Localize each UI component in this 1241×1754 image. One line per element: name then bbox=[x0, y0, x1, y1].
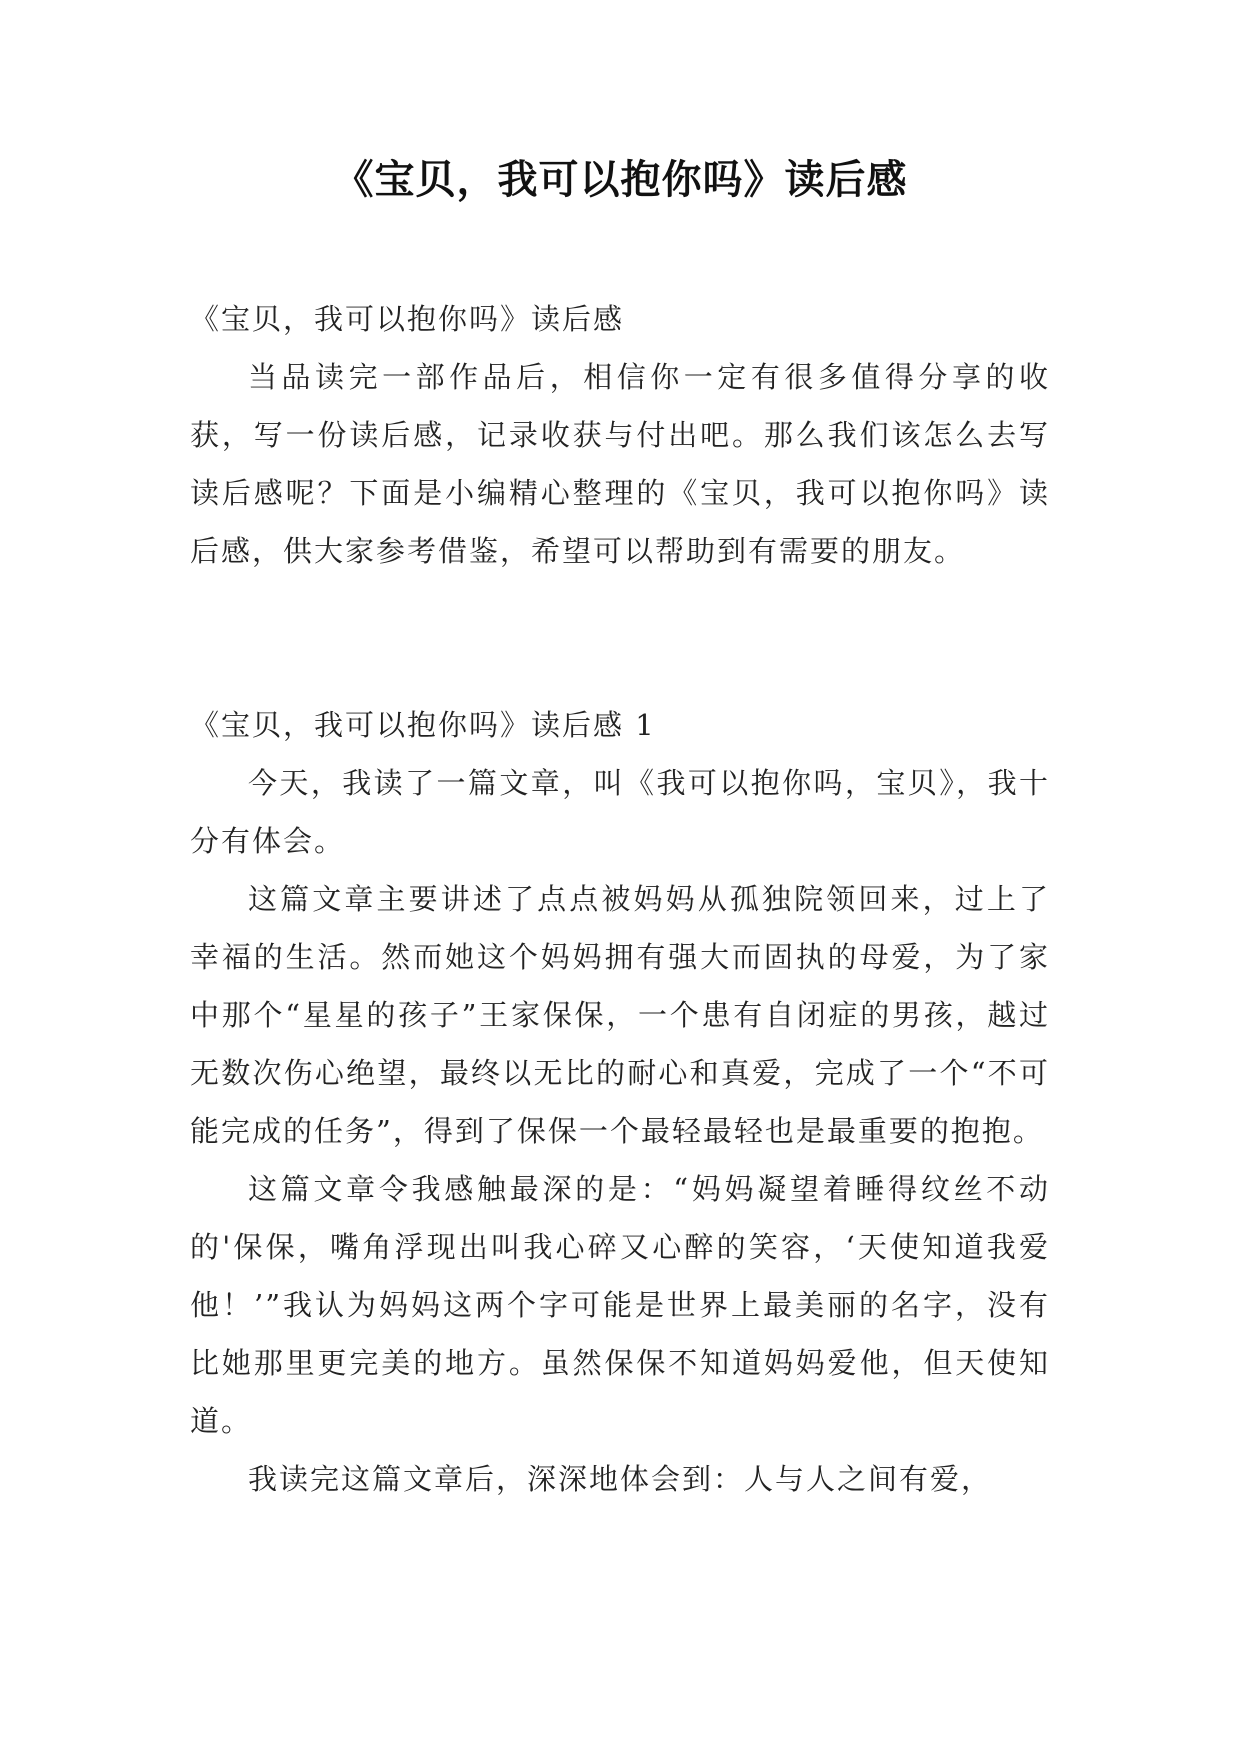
section-1-paragraph-1: 今天，我读了一篇文章，叫《我可以抱你吗，宝贝》，我十分有体会。 bbox=[190, 766, 1050, 858]
section-1-paragraph-3: 这篇文章令我感触最深的是：“妈妈凝望着睡得纹丝不动的'保保，嘴角浮现出叫我心碎又心醉的笑容，‘天使知道我爱他！’”我认为妈妈这两个字可能是世界上最美丽的名字，没有比她那里更完美的地方。虽然保保不知道妈妈爱他，但天使知道。 bbox=[190, 1172, 1050, 1438]
section-1-heading: 《宝贝，我可以抱你吗》读后感 1 bbox=[190, 708, 656, 742]
document-body bbox=[190, 290, 1050, 1508]
document-title: 《宝贝，我可以抱你吗》读后感 bbox=[333, 157, 908, 203]
section-spacer bbox=[190, 580, 1050, 696]
section-1-paragraph-4: 我读完这篇文章后，深深地体会到：人与人之间有爱， bbox=[248, 1462, 993, 1496]
intro-paragraph: 当品读完一部作品后，相信你一定有很多值得分享的收获，写一份读后感，记录收获与付出吧。那么我们该怎么去写读后感呢？下面是小编精心整理的《宝贝，我可以抱你吗》读后感，供大家参考借鉴，希望可以帮助到有需要的朋友。 bbox=[190, 360, 1050, 568]
section-1-paragraph-2: 这篇文章主要讲述了点点被妈妈从孤独院领回来，过上了幸福的生活。然而她这个妈妈拥有强大而固执的母爱，为了家中那个“星星的孩子”王家保保，一个患有自闭症的男孩，越过无数次伤心绝望，最终以无比的耐心和真爱，完成了一个“不可能完成的任务”，得到了保保一个最轻最轻也是最重要的抱抱。 bbox=[190, 882, 1050, 1148]
intro-heading: 《宝贝，我可以抱你吗》读后感 bbox=[190, 302, 625, 336]
